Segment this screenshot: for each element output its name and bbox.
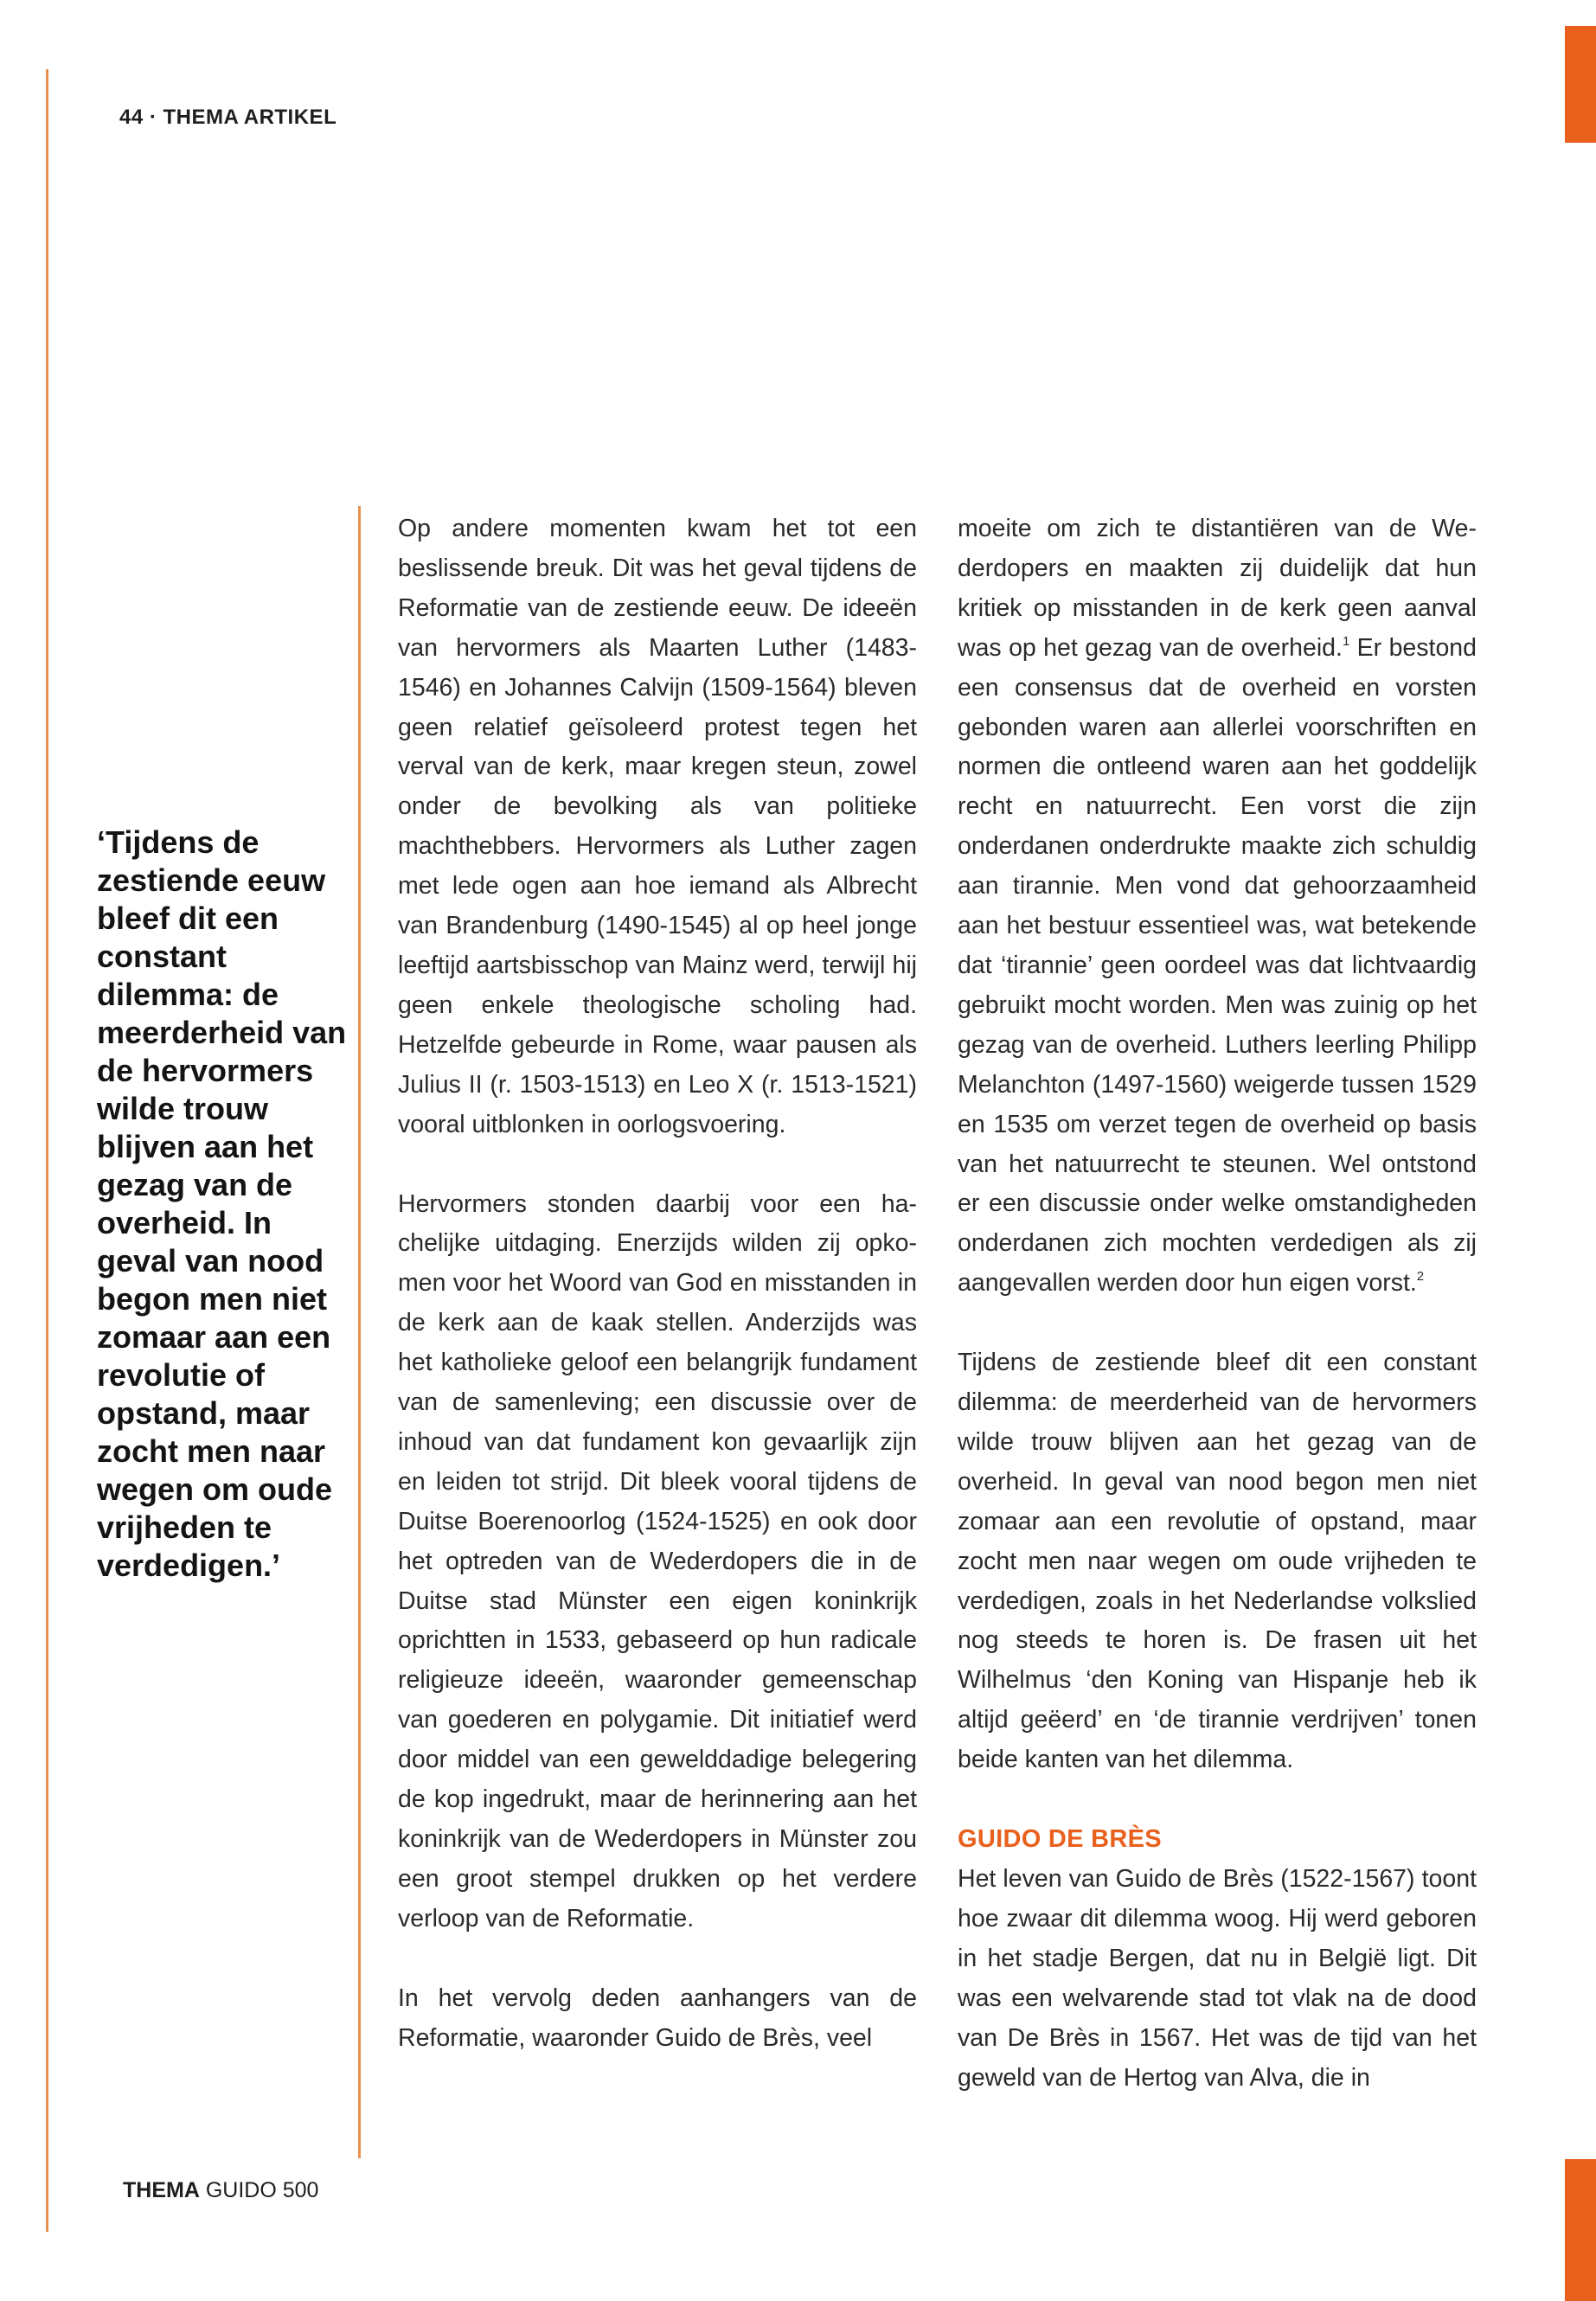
text-column-2 bbox=[958, 510, 1477, 2138]
footnote-ref-1: 1 bbox=[1342, 633, 1350, 649]
column-divider-rule bbox=[358, 506, 361, 2158]
paragraph: In het vervolg deden aanhangers van de Reformatie, waaronder Guido de Brès, veel bbox=[398, 1984, 917, 2052]
page-margin-rule bbox=[46, 69, 48, 2232]
orange-edge-tab-bottom bbox=[1565, 2159, 1596, 2301]
page-footer bbox=[123, 2178, 318, 2203]
paragraph: Hervormers stonden daarbij voor een hachelijke uitdaging. Enerzijds wilden zij opkomen voor het Woord van God en misstanden in de kerk aan de kaak stellen. Anderzijds was het katholieke geloof een belangrijk fundament van de samenleving; een discussie over de inhoud van dat fundament kon gevaarlijk zijn en leiden tot strijd. Dit bleek vooral tijdens de Duitse Boerenoorlog (1524-1525) en ook door het optreden van de Wederdopers die in de Duitse stad Münster een eigen koninkrijk oprichtten in 1533, gebaseerd op hun radicale religieuze ideeën, waaronder gemeenschap van goederen en polygamie. Dit initiatief werd door middel van een gewelddadige belegering de kop ingedrukt, maar de herinnering aan het koninkrijk van de Wederdopers in Münster zou een groot stempel drukken op het verdere verloop van de Reformatie. bbox=[398, 1189, 917, 1932]
section-heading: GUIDO DE BRÈS bbox=[958, 1825, 1162, 1854]
paragraph bbox=[958, 510, 1477, 1304]
text-column-1 bbox=[398, 510, 917, 2099]
paragraph: Het leven van Guido de Brès (1522-1567) toont hoe zwaar dit dilemma woog. Hij werd geboren in het stadje Bergen, dat nu in België ligt. Dit was een welvarende stad tot vlak na de dood van De Brès in 1567. Het was de tijd van het geweld van de Hertog van Alva, die in bbox=[958, 1865, 1477, 2092]
footnote-ref-2: 2 bbox=[1416, 1269, 1425, 1285]
footer-issue: GUIDO 500 bbox=[199, 2178, 319, 2202]
footer-brand: THEMA bbox=[123, 2178, 200, 2202]
pull-quote: ‘Tijdens de zestiende eeuw bleef dit een constant dilemma: de meerderheid van de hervormers wilde trouw blijven aan het gezag van de overheid. In geval van nood begon men niet zomaar aan een revolutie of opstand, maar zocht men naar wegen om oude vrijheden te verdedigen.’ bbox=[97, 824, 347, 1583]
paragraph-text: Er bestond een consensus dat de overheid en vorsten gebonden waren aan allerlei voorschriften en normen die ontleend waren aan het goddelijk recht en natuurrecht. Een vorst die zijn onderdanen onderdrukte maakte zich schuldig aan tirannie. Men vond dat gehoorzaamheid aan het bestuur essentieel was, wat betekende dat ‘tirannie’ geen oordeel was dat lichtvaardig gebruikt mocht worden. Men was zuinig op het gezag van de overheid. Luthers leerling Philipp Melanchton (1497-1560) weigerde tussen 1529 en 1535 om verzet tegen de overheid op basis van het natuurrecht te steunen. Wel ontstond er een discussie onder welke omstandigheden onderdanen zich mochten verdedigen als zij aangevallen werden door hun eigen vorst. bbox=[958, 633, 1477, 1298]
paragraph-text: moeite om zich te distantiëren van de Wederdopers en maakten zij duidelijk dat hun kritiek op misstanden in de kerk geen aanval was op het gezag van de overheid. bbox=[958, 515, 1477, 662]
running-head: 44 · THEMA ARTIKEL bbox=[119, 106, 337, 129]
paragraph: Tijdens de zestiende bleef dit een constant dilemma: de meerderheid van de hervormers wilde trouw blijven aan het gezag van de overheid. In geval van nood begon men niet zomaar aan een revolutie of opstand, maar zocht men naar wegen om oude vrijheden te verdedigen, zoals in het Nederlandse volkslied nog steeds te horen is. De frasen uit het Wilhelmus ‘den Koning van Hispanje heb ik altijd geëerd’ en ‘de tirannie verdrijven’ tonen beide kanten van het dilemma. bbox=[958, 1349, 1477, 1774]
orange-edge-tab-top bbox=[1565, 26, 1596, 143]
paragraph: Op andere momenten kwam het tot een beslissende breuk. Dit was het geval tijdens de Reformatie van de zestiende eeuw. De ideeën van hervormers als Maarten Luther (1483-1546) en Johannes Calvijn (1509-1564) bleven geen relatief geïsoleerd protest tegen het verval van de kerk, maar kregen steun, zowel onder de bevolking als van politieke machthebbers. Hervormers als Luther zagen met lede ogen aan hoe iemand als Albrecht van Brandenburg (1490-1545) al op heel jonge leeftijd aartsbisschop van Mainz werd, terwijl hij geen enkele theologische scholing had. Hetzelfde gebeurde in Rome, waar pausen als Julius II (r. 1503-1513) en Leo X (r. 1513-1521) vooral uitblonken in oorlogsvoering. bbox=[398, 515, 917, 1138]
